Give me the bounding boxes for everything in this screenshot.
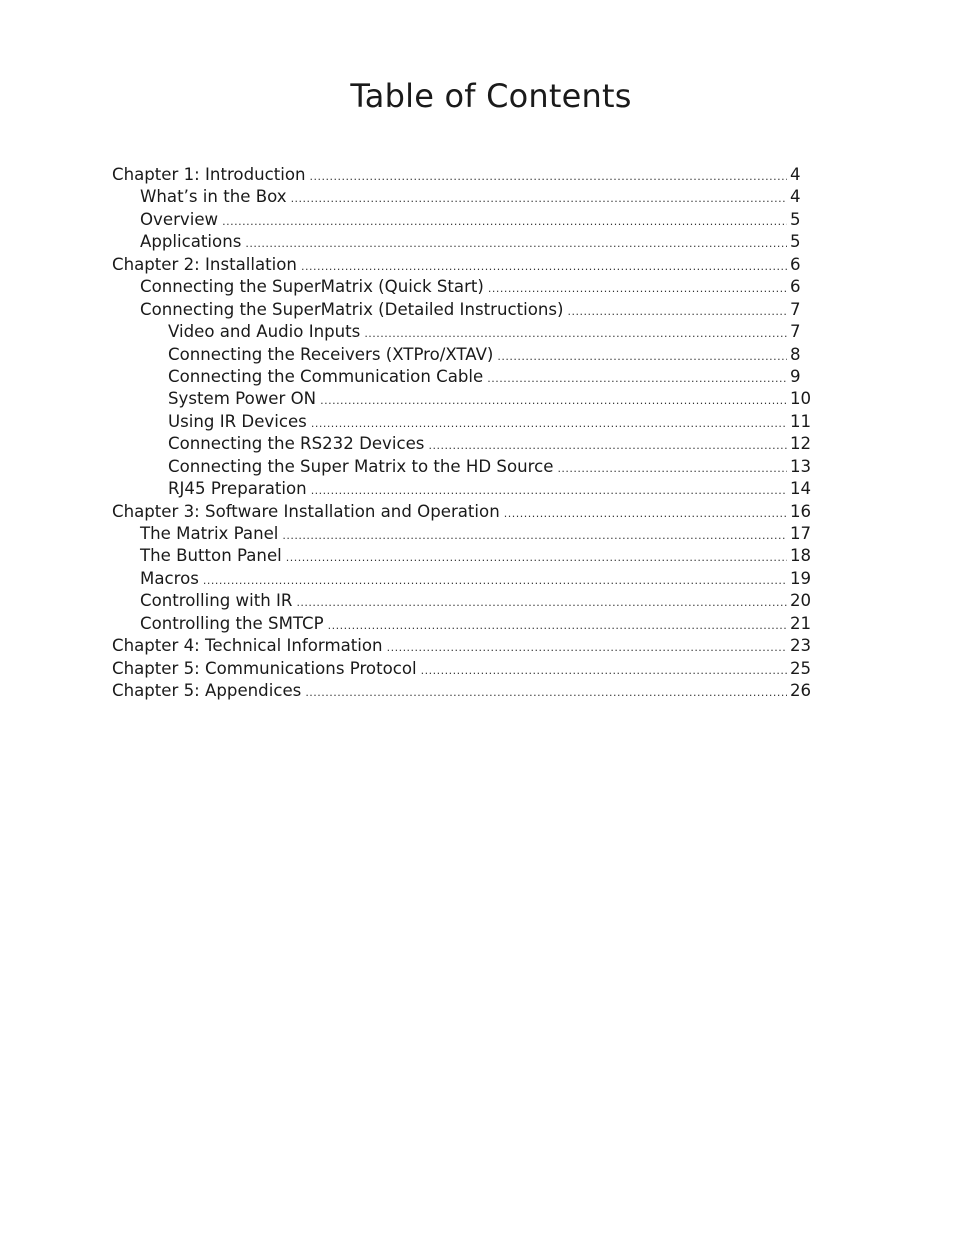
toc-entry[interactable] [112,164,812,186]
table-of-contents [112,164,812,703]
dot-leader [301,261,787,272]
dot-leader [311,485,787,496]
toc-entry-label: Applications [140,232,242,252]
toc-entry-label: Connecting the SuperMatrix (Detailed Instructions) [140,299,564,319]
toc-entry-label: System Power ON [168,389,317,409]
toc-entry[interactable] [112,523,812,545]
page-title: Table of Contents [350,77,632,115]
toc-entry[interactable] [112,613,812,635]
dot-leader [488,283,787,294]
dot-leader [387,642,787,653]
dot-leader [203,575,787,586]
toc-entry-label: Using IR Devices [168,411,307,431]
dot-leader [557,463,787,474]
toc-entry-label: RJ45 Preparation [168,479,307,499]
toc-entry-label: Connecting the SuperMatrix (Quick Start) [140,277,484,297]
toc-entry[interactable] [112,276,812,298]
toc-entry-label: Controlling with IR [140,591,293,611]
toc-entry-page-number: 23 [790,636,812,656]
toc-entry-label: Controlling the SMTCP [140,613,324,633]
dot-leader [222,216,787,227]
toc-entry-page-number: 7 [790,299,801,319]
dot-leader [310,171,787,182]
toc-entry-page-number: 13 [790,456,812,476]
dot-leader [296,597,787,608]
toc-entry-label: Chapter 5: Appendices [112,681,302,701]
dot-leader [497,351,787,362]
dot-leader [305,687,787,698]
toc-entry[interactable] [112,209,812,231]
toc-entry[interactable] [112,568,812,590]
toc-entry-label: Connecting the Communication Cable [168,366,484,386]
toc-entry[interactable] [112,344,812,366]
toc-entry-page-number: 14 [790,479,812,499]
toc-entry-page-number: 26 [790,681,812,701]
toc-entry[interactable] [112,254,812,276]
toc-entry-page-number: 16 [790,501,812,521]
toc-entry-page-number: 4 [790,187,801,207]
toc-entry[interactable] [112,545,812,567]
dot-leader [291,193,787,204]
dot-leader [311,418,787,429]
toc-entry[interactable] [112,231,812,253]
toc-entry[interactable] [112,590,812,612]
dot-leader [504,508,787,519]
toc-entry[interactable] [112,658,812,680]
toc-entry-page-number: 10 [790,389,812,409]
toc-entry-page-number: 6 [790,277,801,297]
dot-leader [282,530,787,541]
dot-leader [364,328,787,339]
dot-leader [320,395,787,406]
dot-leader [428,440,787,451]
toc-entry-label: Chapter 3: Software Installation and Operation [112,501,500,521]
dot-leader [245,238,787,249]
toc-entry[interactable] [112,456,812,478]
toc-entry-label: Chapter 4: Technical Information [112,636,383,656]
toc-entry-page-number: 21 [790,613,812,633]
toc-entry-page-number: 9 [790,366,801,386]
toc-entry-label: Chapter 1: Introduction [112,165,306,184]
toc-entry[interactable] [112,366,812,388]
toc-entry-label: The Button Panel [140,546,282,566]
toc-entry-label: The Matrix Panel [140,524,279,543]
toc-entry[interactable] [112,501,812,523]
dot-leader [568,306,788,317]
toc-entry-label: Connecting the RS232 Devices [168,434,425,454]
toc-entry-label: Macros [140,568,199,588]
toc-entry-page-number: 6 [790,254,801,274]
dot-leader [487,373,787,384]
toc-entry-page-number: 7 [790,322,801,342]
toc-entry[interactable] [112,321,812,343]
toc-entry-page-number: 11 [790,411,812,431]
toc-entry-label: Chapter 5: Communications Protocol [112,658,417,678]
toc-entry[interactable] [112,478,812,500]
toc-entry-page-number: 18 [790,546,812,566]
toc-entry-label: Overview [140,209,219,229]
toc-entry-label: Chapter 2: Installation [112,254,297,274]
toc-entry[interactable] [112,635,812,657]
toc-entry-label: What’s in the Box [140,187,287,207]
toc-entry-label: Connecting the Super Matrix to the HD Source [168,456,554,476]
toc-entry[interactable] [112,299,812,321]
toc-entry-page-number: 25 [790,658,812,678]
toc-entry-label: Video and Audio Inputs [168,322,361,342]
dot-leader [286,552,787,563]
toc-entry[interactable] [112,680,812,702]
toc-entry-label: Connecting the Receivers (XTPro/XTAV) [168,344,494,364]
toc-entry[interactable] [112,186,812,208]
toc-entry-page-number: 5 [790,232,801,252]
toc-entry-page-number: 19 [790,568,812,588]
toc-entry[interactable] [112,411,812,433]
toc-entry[interactable] [112,388,812,410]
toc-entry[interactable] [112,433,812,455]
toc-entry-page-number: 5 [790,209,801,229]
toc-entry-page-number: 12 [790,434,812,454]
toc-entry-page-number: 4 [790,165,801,184]
dot-leader [421,665,787,676]
dot-leader [328,620,787,631]
toc-entry-page-number: 8 [790,344,801,364]
toc-entry-page-number: 17 [790,524,812,543]
toc-entry-page-number: 20 [790,591,812,611]
